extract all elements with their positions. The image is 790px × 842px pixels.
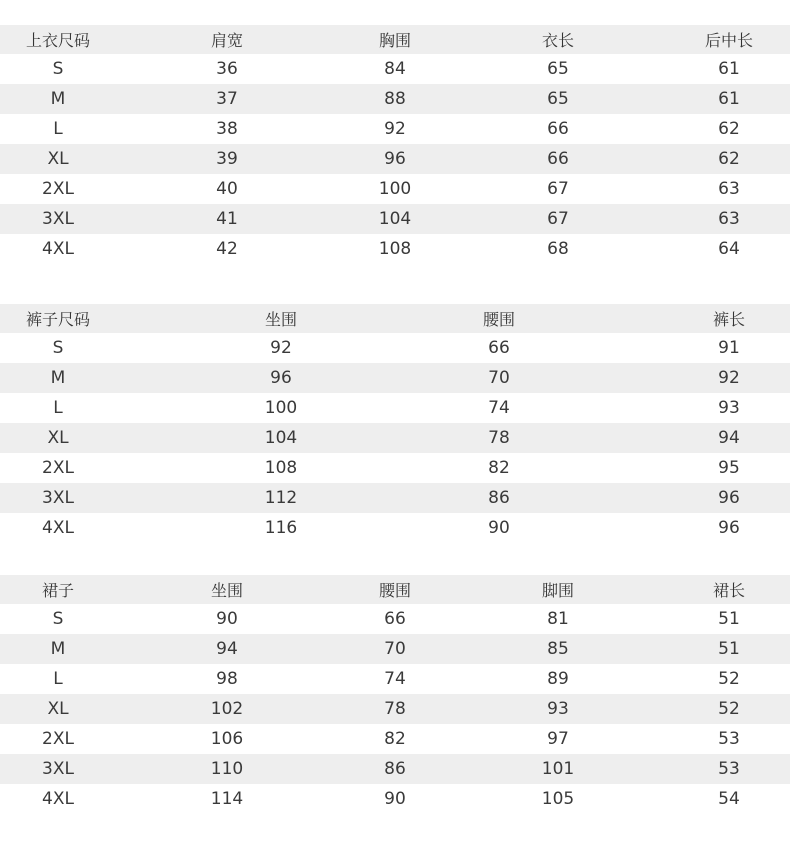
value-cell: 95 bbox=[718, 458, 740, 478]
value-cell: 92 bbox=[270, 338, 292, 358]
value-cell: 112 bbox=[264, 488, 298, 508]
value-cell: 114 bbox=[210, 789, 244, 809]
value-cell: 108 bbox=[378, 239, 412, 259]
value-cell: 42 bbox=[216, 239, 238, 259]
value-cell: 52 bbox=[718, 669, 740, 689]
size-cell: XL bbox=[47, 428, 69, 448]
value-cell: 92 bbox=[384, 119, 406, 139]
value-cell: 100 bbox=[378, 179, 412, 199]
value-cell: 63 bbox=[718, 179, 740, 199]
value-cell: 96 bbox=[384, 149, 406, 169]
table-row bbox=[0, 483, 790, 513]
top-size-table bbox=[0, 25, 790, 264]
size-cell: M bbox=[50, 368, 66, 388]
skirt-size-table bbox=[0, 575, 790, 814]
value-cell: 64 bbox=[718, 239, 740, 259]
value-cell: 94 bbox=[216, 639, 238, 659]
value-cell: 81 bbox=[547, 609, 569, 629]
size-cell: 3XL bbox=[42, 209, 74, 229]
value-cell: 70 bbox=[488, 368, 510, 388]
value-cell: 85 bbox=[547, 639, 569, 659]
value-cell: 53 bbox=[718, 729, 740, 749]
value-cell: 40 bbox=[216, 179, 238, 199]
table-row bbox=[0, 724, 790, 754]
size-cell: 2XL bbox=[42, 729, 74, 749]
value-cell: 86 bbox=[384, 759, 406, 779]
value-cell: 93 bbox=[547, 699, 569, 719]
value-cell: 74 bbox=[384, 669, 406, 689]
value-cell: 62 bbox=[718, 119, 740, 139]
header-skirt-length: 裙长 bbox=[712, 581, 746, 600]
value-cell: 74 bbox=[488, 398, 510, 418]
value-cell: 91 bbox=[718, 338, 740, 358]
header-hip: 坐围 bbox=[264, 310, 298, 329]
value-cell: 41 bbox=[216, 209, 238, 229]
table-row bbox=[0, 754, 790, 784]
value-cell: 63 bbox=[718, 209, 740, 229]
value-cell: 78 bbox=[384, 699, 406, 719]
value-cell: 66 bbox=[384, 609, 406, 629]
header-shoulder-width: 肩宽 bbox=[210, 31, 244, 50]
header-waist: 腰围 bbox=[482, 310, 516, 329]
table-row bbox=[0, 694, 790, 724]
value-cell: 51 bbox=[718, 609, 740, 629]
size-cell: 2XL bbox=[42, 458, 74, 478]
header-waist: 腰围 bbox=[378, 581, 412, 600]
table-header bbox=[0, 575, 790, 604]
value-cell: 61 bbox=[718, 59, 740, 79]
value-cell: 90 bbox=[216, 609, 238, 629]
table-row bbox=[0, 234, 790, 264]
value-cell: 84 bbox=[384, 59, 406, 79]
value-cell: 65 bbox=[547, 89, 569, 109]
value-cell: 93 bbox=[718, 398, 740, 418]
size-cell: L bbox=[53, 398, 63, 418]
table-row bbox=[0, 604, 790, 634]
value-cell: 66 bbox=[488, 338, 510, 358]
value-cell: 67 bbox=[547, 209, 569, 229]
value-cell: 52 bbox=[718, 699, 740, 719]
value-cell: 90 bbox=[488, 518, 510, 538]
value-cell: 104 bbox=[378, 209, 412, 229]
value-cell: 96 bbox=[718, 488, 740, 508]
header-hem: 脚围 bbox=[541, 581, 575, 600]
value-cell: 66 bbox=[547, 149, 569, 169]
table-row bbox=[0, 363, 790, 393]
value-cell: 105 bbox=[541, 789, 575, 809]
header-length: 衣长 bbox=[541, 31, 575, 50]
size-cell: 2XL bbox=[42, 179, 74, 199]
header-chest: 胸围 bbox=[378, 31, 412, 50]
table-row bbox=[0, 174, 790, 204]
header-pants-length: 裤长 bbox=[712, 310, 746, 329]
size-cell: 3XL bbox=[42, 488, 74, 508]
size-cell: S bbox=[52, 609, 64, 629]
pants-size-table bbox=[0, 304, 790, 543]
table-row bbox=[0, 453, 790, 483]
size-cell: M bbox=[50, 89, 66, 109]
size-cell: L bbox=[53, 669, 63, 689]
size-cell: 4XL bbox=[42, 239, 74, 259]
size-cell: L bbox=[53, 119, 63, 139]
size-cell: M bbox=[50, 639, 66, 659]
table-row bbox=[0, 54, 790, 84]
value-cell: 96 bbox=[718, 518, 740, 538]
value-cell: 54 bbox=[718, 789, 740, 809]
value-cell: 94 bbox=[718, 428, 740, 448]
value-cell: 68 bbox=[547, 239, 569, 259]
value-cell: 66 bbox=[547, 119, 569, 139]
value-cell: 86 bbox=[488, 488, 510, 508]
size-cell: XL bbox=[47, 149, 69, 169]
value-cell: 39 bbox=[216, 149, 238, 169]
value-cell: 101 bbox=[541, 759, 575, 779]
value-cell: 116 bbox=[264, 518, 298, 538]
table-row bbox=[0, 423, 790, 453]
value-cell: 104 bbox=[264, 428, 298, 448]
table-row bbox=[0, 333, 790, 363]
table-header bbox=[0, 25, 790, 54]
size-cell: 4XL bbox=[42, 789, 74, 809]
table-row bbox=[0, 84, 790, 114]
table-row bbox=[0, 784, 790, 814]
value-cell: 88 bbox=[384, 89, 406, 109]
size-cell: XL bbox=[47, 699, 69, 719]
header-back-length: 后中长 bbox=[704, 31, 754, 50]
table-row bbox=[0, 634, 790, 664]
value-cell: 82 bbox=[488, 458, 510, 478]
value-cell: 106 bbox=[210, 729, 244, 749]
table-row bbox=[0, 144, 790, 174]
value-cell: 100 bbox=[264, 398, 298, 418]
size-cell: S bbox=[52, 59, 64, 79]
value-cell: 96 bbox=[270, 368, 292, 388]
value-cell: 82 bbox=[384, 729, 406, 749]
size-cell: S bbox=[52, 338, 64, 358]
value-cell: 78 bbox=[488, 428, 510, 448]
value-cell: 53 bbox=[718, 759, 740, 779]
value-cell: 67 bbox=[547, 179, 569, 199]
value-cell: 65 bbox=[547, 59, 569, 79]
header-size: 裙子 bbox=[41, 581, 75, 600]
table-row bbox=[0, 513, 790, 543]
value-cell: 36 bbox=[216, 59, 238, 79]
size-cell: 3XL bbox=[42, 759, 74, 779]
header-hip: 坐围 bbox=[210, 581, 244, 600]
table-row bbox=[0, 114, 790, 144]
value-cell: 37 bbox=[216, 89, 238, 109]
value-cell: 51 bbox=[718, 639, 740, 659]
value-cell: 97 bbox=[547, 729, 569, 749]
table-header bbox=[0, 304, 790, 333]
value-cell: 61 bbox=[718, 89, 740, 109]
header-size: 上衣尺码 bbox=[25, 31, 91, 50]
value-cell: 90 bbox=[384, 789, 406, 809]
size-cell: 4XL bbox=[42, 518, 74, 538]
value-cell: 89 bbox=[547, 669, 569, 689]
value-cell: 70 bbox=[384, 639, 406, 659]
value-cell: 98 bbox=[216, 669, 238, 689]
table-row bbox=[0, 393, 790, 423]
value-cell: 62 bbox=[718, 149, 740, 169]
table-row bbox=[0, 664, 790, 694]
header-size: 裤子尺码 bbox=[25, 310, 91, 329]
value-cell: 38 bbox=[216, 119, 238, 139]
value-cell: 92 bbox=[718, 368, 740, 388]
value-cell: 110 bbox=[210, 759, 244, 779]
value-cell: 108 bbox=[264, 458, 298, 478]
table-row bbox=[0, 204, 790, 234]
value-cell: 102 bbox=[210, 699, 244, 719]
